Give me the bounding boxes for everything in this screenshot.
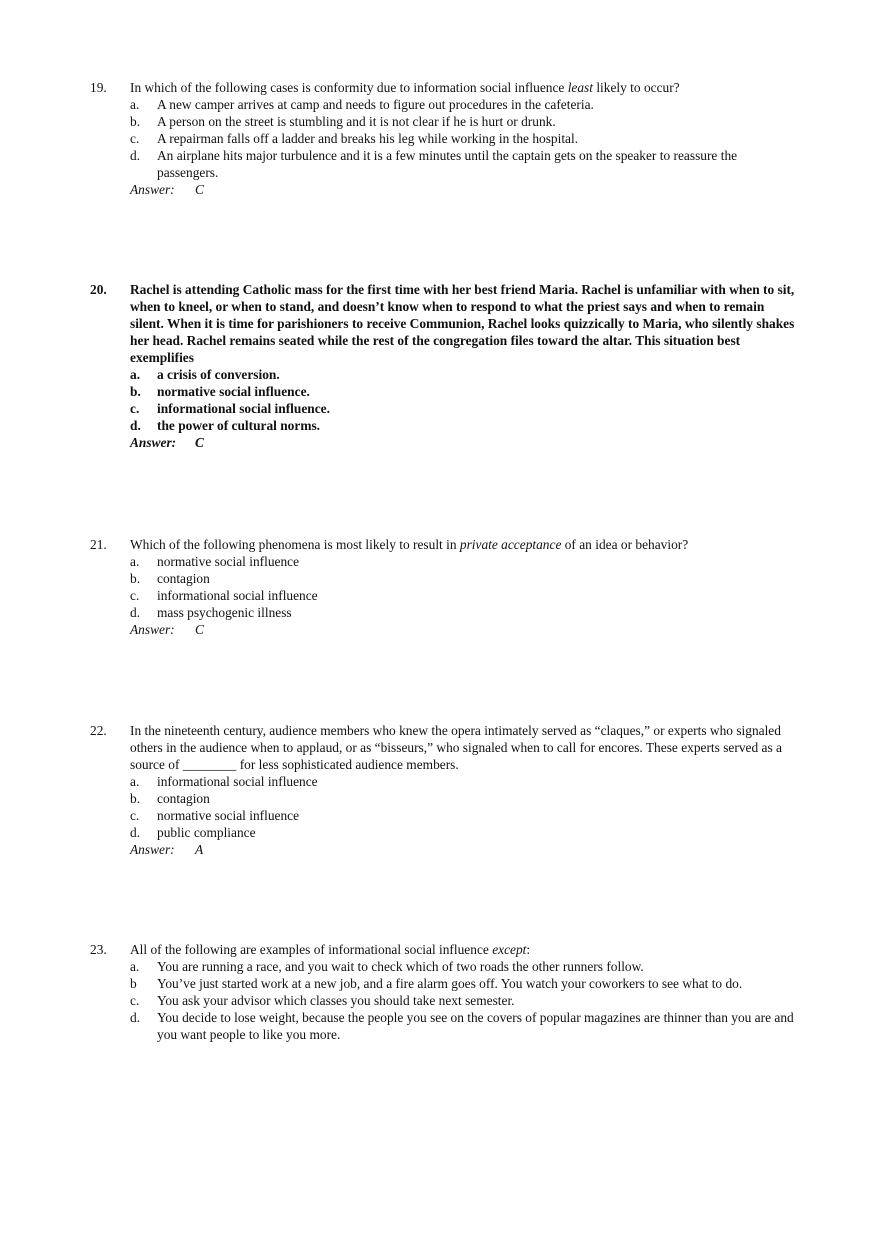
question-number: 21. bbox=[90, 537, 107, 552]
option-c: c. You ask your advisor which classes you should take next semester. bbox=[130, 993, 515, 1008]
option-d: d. mass psychogenic illness bbox=[130, 605, 292, 620]
option-a: a. informational social influence bbox=[130, 774, 318, 789]
question-stem: Which of the following phenomena is most likely to result in private acceptance of an idea or behavior? bbox=[130, 537, 689, 552]
question-stem: Rachel is attending Catholic mass for the first time with her best friend Maria. Rachel is unfamiliar with when to sit, when to kneel, or when to stand, and doesn’t know when to respond to what the priest says and when to remain silent. When it is time for parishioners to receive Communion, Rachel looks quizzically to Maria, who silently shakes her head. Rachel remains seated while the rest of the congregation files toward the altar. This situation best exemplifies bbox=[130, 282, 795, 365]
question-stem: In which of the following cases is conformity due to information social influence least likely to occur? bbox=[130, 80, 680, 95]
question-number: 19. bbox=[90, 80, 107, 95]
option-d: d. An airplane hits major turbulence and it is a few minutes until the captain gets on the speaker to reassure the passengers. bbox=[130, 148, 738, 180]
option-d: d. public compliance bbox=[130, 825, 256, 840]
option-b: b. normative social influence. bbox=[130, 384, 310, 399]
option-b: b You’ve just started work at a new job, and a fire alarm goes off. You watch your coworkers to see what to do. bbox=[130, 976, 743, 991]
option-c: c. informational social influence bbox=[130, 588, 318, 603]
option-a: a. A new camper arrives at camp and needs to figure out procedures in the cafeteria. bbox=[130, 97, 594, 112]
question-number: 20. bbox=[90, 282, 107, 297]
question-number: 22. bbox=[90, 723, 107, 738]
option-c: c. normative social influence bbox=[130, 808, 300, 823]
question-22 bbox=[90, 722, 800, 858]
option-a: a. a crisis of conversion. bbox=[130, 367, 280, 382]
question-19 bbox=[90, 79, 800, 198]
question-stem: All of the following are examples of informational social influence except: bbox=[130, 942, 531, 957]
option-b: b. contagion bbox=[130, 571, 210, 586]
answer: Answer: C bbox=[130, 182, 204, 197]
option-a: a. normative social influence bbox=[130, 554, 300, 569]
answer: Answer: A bbox=[130, 842, 204, 857]
option-d: d. You decide to lose weight, because the people you see on the covers of popular magazines are thinner than you are and you want people to like you more. bbox=[130, 1010, 794, 1042]
option-a: a. You are running a race, and you wait to check which of two roads the other runners follow. bbox=[130, 959, 644, 974]
option-b: b. A person on the street is stumbling and it is not clear if he is hurt or drunk. bbox=[130, 114, 556, 129]
answer: Answer: C bbox=[130, 622, 204, 637]
question-21 bbox=[90, 536, 800, 638]
question-23 bbox=[90, 941, 800, 1043]
question-stem: In the nineteenth century, audience members who knew the opera intimately served as “claques,” or experts who signaled others in the audience when to applaud, or as “bisseurs,” who signaled when to call for encores. These experts served as a source of ________ for less sophisticated audience members. bbox=[130, 723, 782, 772]
question-number: 23. bbox=[90, 942, 107, 957]
option-d: d. the power of cultural norms. bbox=[130, 418, 321, 433]
question-20 bbox=[90, 281, 800, 451]
option-b: b. contagion bbox=[130, 791, 210, 806]
answer: Answer: C bbox=[130, 435, 204, 450]
option-c: c. informational social influence. bbox=[130, 401, 330, 416]
option-c: c. A repairman falls off a ladder and breaks his leg while working in the hospital. bbox=[130, 131, 579, 146]
